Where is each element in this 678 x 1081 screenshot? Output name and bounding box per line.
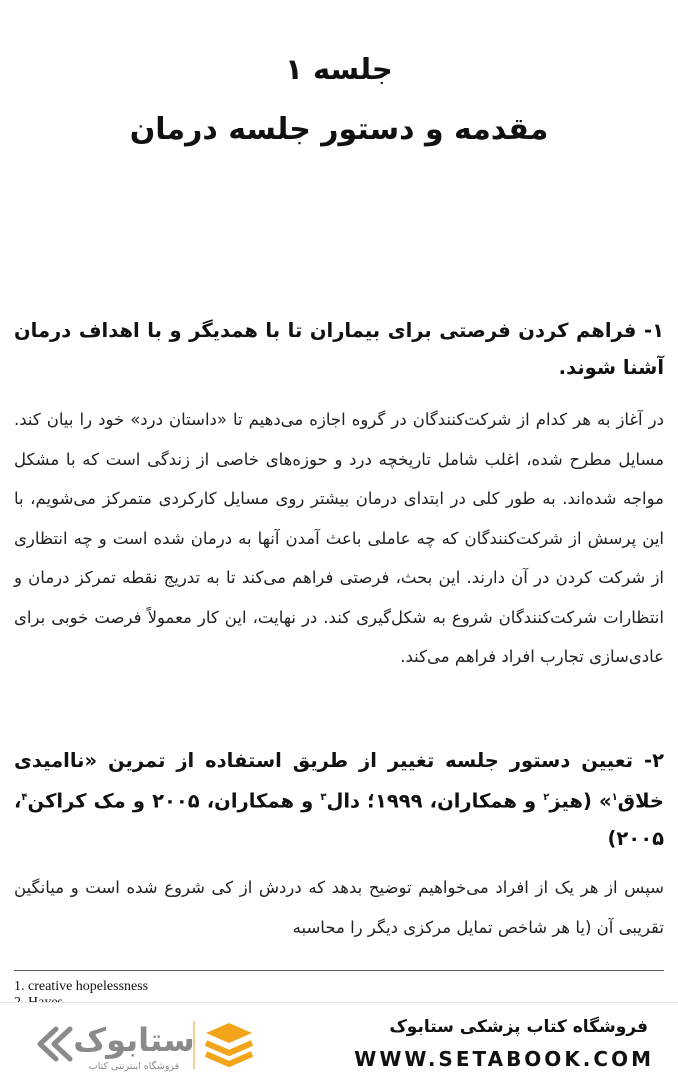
section-1-heading-block [14,312,664,386]
footnote-ref: ۳ [320,792,327,803]
body-paragraph: سپس از هر یک از افراد می‌خواهیم توضیح بدهد که دردش از کی شروع شده است و میانگین تقریبی آن (یا هر شاخص تمایل مرکزی دیگر را محاسبه [14,878,664,937]
body-paragraph: در آغاز به هر کدام از شرکت‌کنندگان در گروه اجازه می‌دهیم تا «داستان درد» خود را بیان کند. مسایل مطرح شده، اغلب شامل تاریخچه درد و حوزه‌های خاصی از زندگی است که با مشکل مواجه شده‌اند. به طور کلی در ابتدای درمان بیشتر روی مسایل کارکردی متمرکز می‌شویم، با این پرسش از شرکت‌کنندگان که چه عاملی باعث آمدن آنها به درمان شده است و چه انتظاری از شرکت کردن در آن دارند. این بحث، فرصتی فراهم می‌کند تا به تدریج نقطه تمرکز درمان و انتظارات شرکت‌کنندگان شروع به شکل‌گیری کند. در نهایت، این کار معمولاً فرصت خوبی برای عادی‌سازی تجارب افراد فراهم می‌کند. [14,410,664,666]
footnote-ref: ۲ [543,792,550,803]
chevron-icon [40,1029,70,1059]
section-1-body-block [14,400,664,677]
heading-text: ۲- تعیین دستور جلسه تغییر از طریق استفاده از تمرین «ناامیدی خلاق [14,749,664,813]
setabook-logo [26,1013,258,1075]
heading-text: و همکاران، ۲۰۰۵ و مک کراکن [27,789,321,813]
store-url[interactable]: WWW.SETABOOK.COM [354,1047,654,1071]
heading-text: » (هیز [549,789,612,813]
logo-subtitle: فروشگاه اینترنتی کتاب [88,1061,180,1072]
footnote: 1. creative hopelessness [14,979,149,994]
chapter-title: مقدمه و دستور جلسه درمان [129,112,549,147]
store-banner [0,1002,678,1081]
footnote-ref: ۴ [21,792,28,803]
section-heading: ۱- فراهم کردن فرصتی برای بیماران تا با همدیگر و با اهداف درمان آشنا شوند. [14,319,664,379]
chapter-number: جلسه ۱ [285,52,393,86]
store-name: فروشگاه کتاب پزشکی ستابوک [389,1017,648,1037]
section-2-body-block [14,868,664,947]
section-heading [14,742,664,857]
book-stack-icon [206,1023,252,1064]
heading-text: ، ۲۰۰۵) [14,789,664,850]
logo-wordmark: ستابوک [73,1021,195,1059]
section-2-heading-block [14,742,664,857]
footnote-ref: ۱ [611,792,618,803]
heading-text: و همکاران، ۱۹۹۹؛ دال [326,789,544,813]
